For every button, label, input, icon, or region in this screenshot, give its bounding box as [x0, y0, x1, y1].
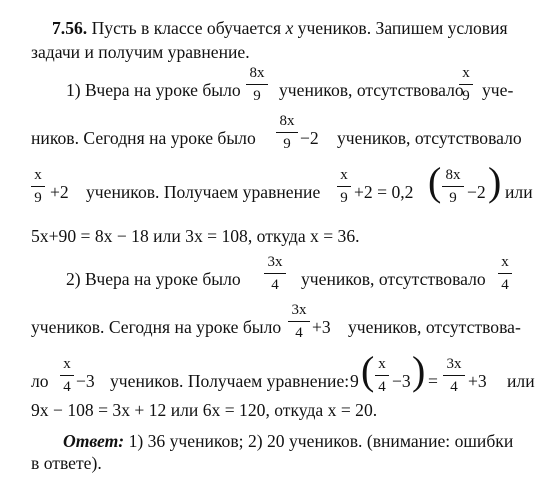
p1-line2-a: ников. Сегодня на уроке было	[31, 128, 256, 148]
p2-frac1-den: 4	[271, 277, 279, 293]
problem-intro-line1	[52, 20, 508, 38]
p1-frac3-tail: −2	[300, 128, 319, 148]
p1-eq-frac-num: x	[340, 167, 348, 183]
p1-line4: 5x+90 = 8x − 18 или 3x = 108, откуда x = 36.	[31, 226, 360, 246]
p2-line4: 9x − 108 = 3x + 12 или 6x = 120, откуда x = 20.	[31, 400, 378, 420]
p1-line1-a: 1) Вчера на уроке было	[66, 80, 241, 100]
p2-frac4-tail: −3	[76, 371, 95, 391]
p2-line2-b: учеников, отсутствова-	[348, 317, 521, 337]
p2-eq-frac2	[443, 357, 465, 395]
p1-frac1	[246, 66, 268, 104]
p1-line1-b: учеников, отсутствовало	[279, 80, 464, 100]
p1-frac4-den: 9	[34, 190, 42, 206]
p2-eq-eq: =	[428, 371, 438, 391]
p1-eq-frac2-num: 8x	[445, 167, 461, 183]
answer-text: 1) 36 учеников; 2) 20 учеников. (внимание: ошибки	[124, 431, 514, 451]
p2-line1-a: 2) Вчера на уроке было	[66, 269, 241, 289]
p2-line3-b: учеников. Получаем уравнение:	[110, 371, 350, 391]
p1-eq-frac2-den: 9	[449, 190, 457, 206]
p2-eq-frac2-num: 3x	[446, 356, 462, 372]
p2-frac3	[288, 303, 310, 341]
p2-frac4	[60, 357, 74, 395]
p1-frac4-num: x	[34, 167, 42, 183]
p2-eq-frac-num: x	[378, 356, 386, 372]
p1-eq-frac2	[442, 168, 464, 206]
p1-line3-a: учеников. Получаем уравнение	[86, 182, 321, 202]
p1-frac3-den: 9	[283, 136, 291, 152]
p2-frac1-num: 3x	[267, 254, 283, 270]
p2-frac4-den: 4	[63, 379, 71, 395]
intro-text: Пусть в классе обучается	[91, 18, 286, 38]
p2-line3-c: или	[507, 371, 535, 391]
p1-frac2-den: 9	[462, 88, 470, 104]
p2-frac2-num: x	[501, 254, 509, 270]
p2-line3-a: ло	[31, 371, 49, 391]
p2-eq-in: −3	[392, 371, 411, 391]
p1-line3-b: или	[505, 182, 533, 202]
p2-eq-frac	[375, 357, 389, 395]
p2-eq-frac2-den: 4	[450, 379, 458, 395]
p2-frac3-den: 4	[295, 325, 303, 341]
p2-line2-a: учеников. Сегодня на уроке было	[31, 317, 282, 337]
p1-eq-tail: −2	[467, 182, 486, 202]
p2-paren-open: (	[361, 348, 375, 393]
p1-frac2-num: x	[462, 65, 470, 81]
p1-line1-c: уче-	[482, 80, 514, 100]
p2-frac2	[498, 255, 512, 293]
p1-eq-mid: +2 = 0,2	[354, 182, 414, 202]
problem-intro-line2: задачи и получим уравнение.	[31, 42, 250, 62]
p1-eq-frac-den: 9	[340, 190, 348, 206]
p1-frac1-num: 8x	[249, 65, 265, 81]
answer-label: Ответ:	[63, 431, 125, 451]
p1-frac3	[276, 114, 298, 152]
p2-frac1	[264, 255, 286, 293]
p1-frac1-den: 9	[253, 88, 261, 104]
p1-frac4-tail: +2	[50, 182, 69, 202]
intro-text-rest: учеников. Запишем условия	[293, 18, 508, 38]
problem-number: 7.56.	[52, 18, 88, 38]
intro-var: x	[285, 18, 294, 38]
p2-eq-lead: 9	[350, 371, 359, 391]
p2-line1-b: учеников, отсутствовало	[301, 269, 486, 289]
p1-frac4	[31, 168, 45, 206]
p1-eq-frac	[337, 168, 351, 206]
p2-frac2-den: 4	[501, 277, 509, 293]
p1-paren-open: (	[428, 159, 442, 204]
answer-line2: в ответе).	[31, 453, 102, 473]
p1-frac3-num: 8x	[279, 113, 295, 129]
p2-frac3-num: 3x	[291, 302, 307, 318]
answer-line1	[63, 433, 513, 451]
p2-paren-close: )	[412, 348, 426, 393]
p1-paren-close: )	[488, 159, 502, 204]
p2-eq-frac-den: 4	[378, 379, 386, 395]
p2-frac3-tail: +3	[312, 317, 331, 337]
p1-line2-b: учеников, отсутствовало	[337, 128, 522, 148]
p2-eq-tail: +3	[468, 371, 487, 391]
p1-frac2	[459, 66, 473, 104]
p2-frac4-num: x	[63, 356, 71, 372]
